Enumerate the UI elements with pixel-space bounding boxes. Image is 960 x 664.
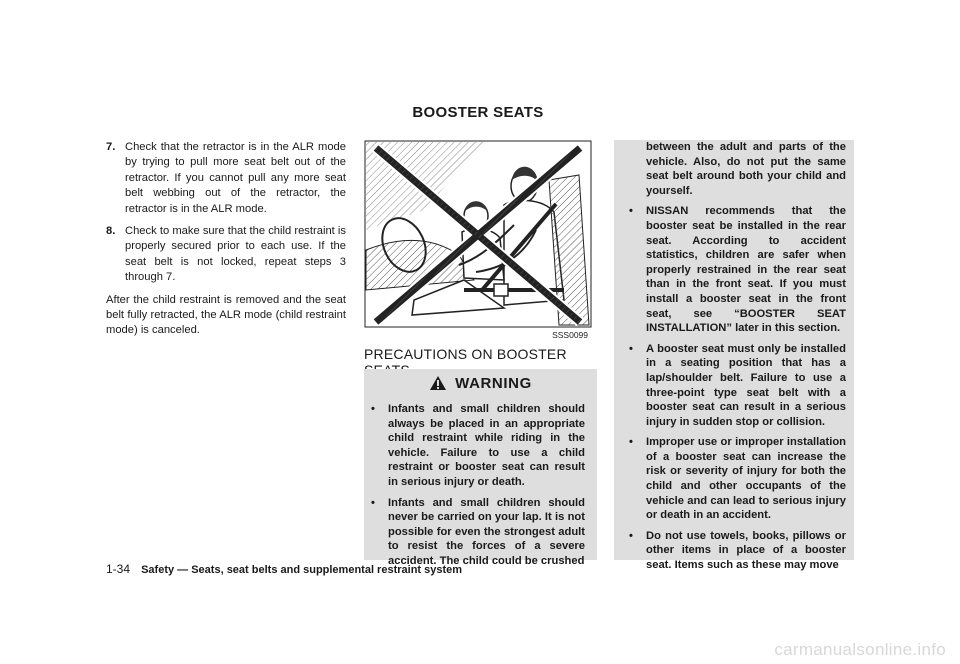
warning-item-text: Do not use towels, books, pillows or other items in place of a booster seat. Items such as these may move: [646, 529, 846, 572]
warning-item-text: Improper use or improper installation of a booster seat can increase the risk or severity of injury for both the child and other occupants of the vehicle and can lead to serious injury or death in an accident.: [646, 436, 846, 522]
watermark: carmanualsonline.info: [774, 640, 946, 659]
continued-warning-list: [614, 204, 854, 572]
warning-label: WARNING: [455, 374, 532, 392]
bullet: •: [371, 403, 375, 415]
bullet: •: [629, 436, 633, 449]
bullet: •: [371, 496, 375, 509]
bullet: •: [629, 205, 633, 218]
left-column: [106, 140, 346, 339]
step-number: 8.: [106, 225, 116, 238]
step-number: 7.: [106, 141, 116, 153]
warning-item: [371, 496, 585, 569]
warning-triangle-icon: [429, 375, 447, 391]
warning-item: [629, 435, 846, 523]
warning-list: [371, 402, 585, 575]
warning-header: [364, 369, 597, 397]
warning-item: [629, 204, 846, 335]
page-footer: [106, 562, 462, 576]
continued-lead-text: between the adult and parts of the vehicle. Also, do not put the same seat belt around both your child and yourself.: [646, 141, 846, 197]
alr-cancel-note: After the child restraint is removed and the seat belt fully retracted, the ALR mode (child restraint mode) is canceled.: [106, 293, 346, 337]
step-text: Check that the retractor is in the ALR mode by trying to pull more seat belt out of the retractor. If you cannot pull any more seat belt webbing out of the retractor, the retractor is in the ALR mode.: [125, 141, 346, 215]
page-number: 1-34: [106, 562, 131, 576]
step-item: [106, 140, 346, 217]
warning-box: [364, 369, 597, 567]
warning-item-text: Infants and small children should always be placed in an appropriate child restraint while riding in the vehicle. Failure to use a child restraint or booster seat can result in serious injury or death.: [388, 403, 585, 488]
warning-item-text: Infants and small children should never be carried on your lap. It is not possible for even the strongest adult to resist the forces of a severe accident. The child could be crushed: [388, 496, 585, 567]
section-title: BOOSTER SEATS: [412, 104, 544, 121]
warning-continued-box: [614, 140, 854, 572]
footer-title: Safety — Seats, seat belts and supplemental restraint system: [141, 564, 463, 576]
bullet: •: [629, 529, 633, 542]
warning-item-text: NISSAN recommends that the booster seat be installed in the rear seat. According to accident statistics, children are safer when properly restrained in the rear seat than in the front seat. If you must install a booster seat in the front seat, see “BOOSTER SEAT INSTALLATION” later in this section.: [646, 205, 846, 335]
warning-item: [629, 529, 846, 573]
crossed-out-child-on-lap-illustration: [364, 140, 592, 342]
step-item: [106, 224, 346, 286]
step-text: Check to make sure that the child restraint is properly secured prior to each use. If the seat belt is not locked, repeat steps 3 through 7.: [125, 225, 346, 284]
figure-code: SSS0099: [552, 330, 588, 340]
bullet: •: [629, 342, 633, 355]
warning-item: [629, 342, 846, 430]
precautions-heading: PRECAUTIONS ON BOOSTER: [364, 346, 567, 362]
warning-item: [371, 402, 585, 490]
warning-item-text: A booster seat must only be installed in a seating position that has a lap/shoulder belt. Failure to use a three-point type seat belt with a booster seat can result in a serious injury in sudden stop or collision.: [646, 342, 846, 428]
